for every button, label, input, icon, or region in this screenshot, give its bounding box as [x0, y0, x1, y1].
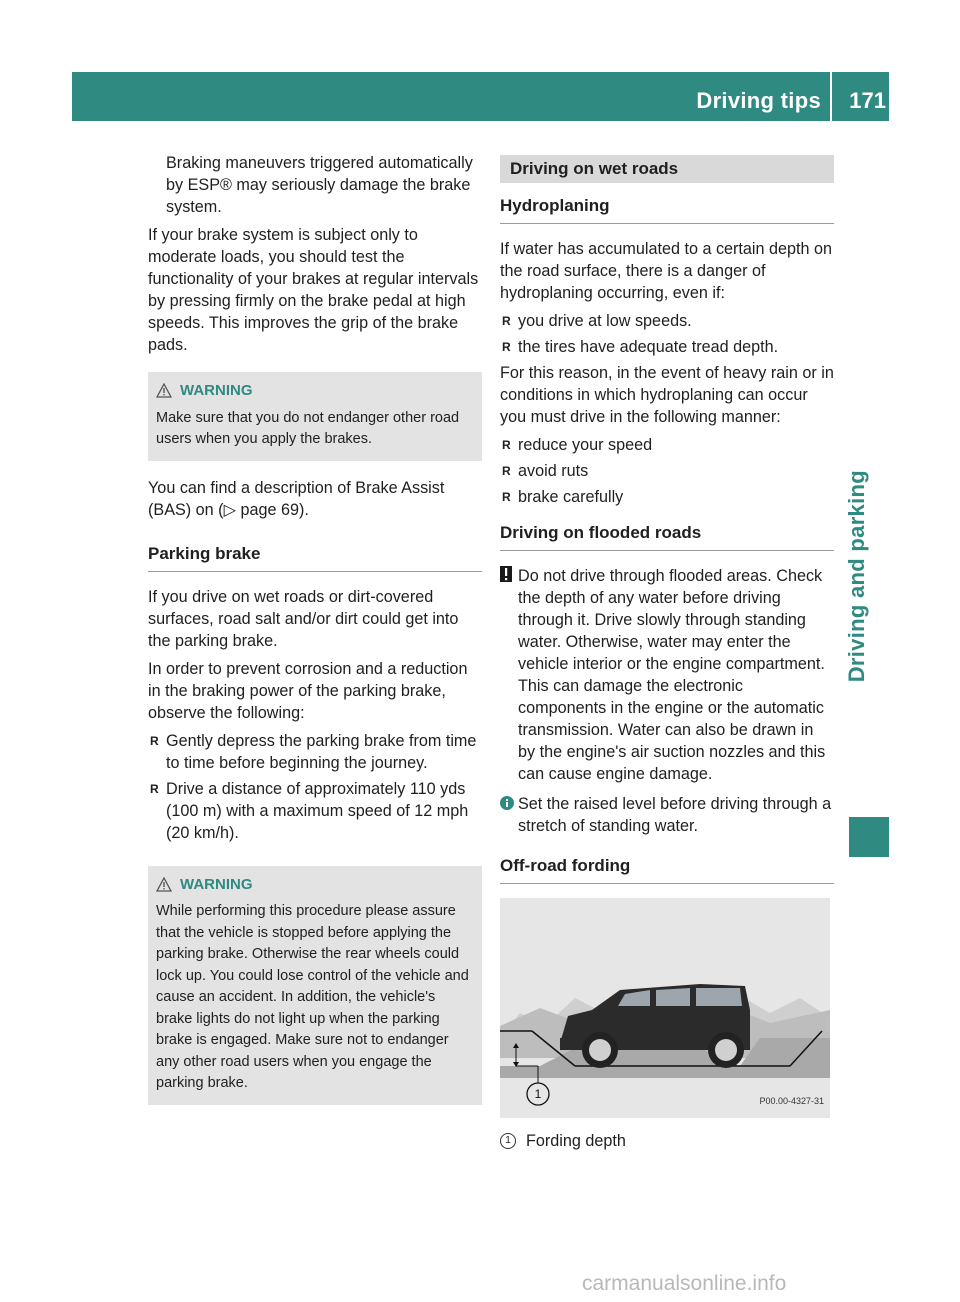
fording-illustration [500, 898, 830, 1118]
warning-text: Make sure that you do not endanger other road users when you apply the brakes. [156, 409, 460, 447]
info-icon [500, 794, 514, 816]
illustration-code: P00.00-4327-31 [759, 1096, 824, 1106]
caption-text: Fording depth [526, 1132, 626, 1150]
warning-title: WARNING [180, 382, 253, 399]
list-item: R avoid ruts [500, 460, 834, 482]
suv-fording-diagram [500, 898, 830, 1118]
flooded-roads-heading: Driving on flooded roads [500, 522, 834, 551]
caution-note [500, 565, 834, 785]
list-item: R Gently depress the parking brake from time to time before beginning the journey. [148, 730, 482, 774]
warning-title: WARNING [180, 875, 253, 893]
parking-paragraph-2: In order to prevent corrosion and a reduction in the braking power of the parking brake, observe the following: [148, 659, 468, 722]
hydroplaning-paragraph-1: If water has accumulated to a certain depth on the road surface, there is a danger of hydroplaning occurring, even if: [500, 240, 833, 302]
fording-heading: Off-road fording [500, 855, 834, 884]
watermark: carmanualsonline.info [582, 1272, 787, 1295]
info-text: Set the raised level before driving through a stretch of standing water. [518, 795, 832, 835]
warning-triangle-icon [156, 383, 172, 398]
warning-triangle-icon [156, 877, 172, 892]
page-number: 171 [849, 88, 886, 113]
warning-box-brakes [148, 372, 482, 461]
hydroplaning-heading: Hydroplaning [500, 195, 834, 224]
list-item: R brake carefully [500, 486, 834, 508]
caution-text: Do not drive through flooded areas. Check the depth of any water before driving through it. Drive slowly through standing water. Otherwise, water may enter the vehicle interior or the engine compartment. This can damage the electronic components in the engine or the automatic transmission. Water can also be drawn in by the engine's air suction nozzles and this can cause engine damage. [518, 567, 826, 783]
warning-text: While performing this procedure please assure that the vehicle is stopped before applying the parking brake. Otherwise the rear wheels could lock up. You could lose control of the vehicle and cause an accident. In addition, the vehicle's brake lights do not light up when the parking brake is engaged. Make sure not to endanger any other road users when you engage the parking brake. [156, 903, 469, 1091]
list-item: R Drive a distance of approximately 110 yds (100 m) with a maximum speed of 12 mph (20 km/h). [148, 778, 482, 844]
header-bar [72, 72, 889, 121]
illustration-caption [500, 1130, 834, 1152]
exclamation-icon [500, 566, 512, 588]
header-divider [830, 72, 832, 121]
warning-header [156, 874, 474, 896]
illustration-callout: 1 [534, 1087, 542, 1101]
warning-header [156, 380, 474, 402]
parking-brake-heading: Parking brake [148, 543, 482, 572]
chapter-tab: Driving and parking [844, 470, 869, 683]
wet-roads-heading: Driving on wet roads [500, 155, 834, 183]
warning-box-parking [148, 866, 482, 1105]
list-item: R the tires have adequate tread depth. [500, 336, 834, 358]
hydroplaning-paragraph-2: For this reason, in the event of heavy rain or in conditions in which hydroplaning can occur you must drive in the following manner: [500, 364, 834, 426]
parking-paragraph-1: If you drive on wet roads or dirt-covered surfaces, road salt and/or dirt could get into the parking brake. [148, 587, 459, 650]
brake-test-paragraph: If your brake system is subject only to moderate loads, you should test the functionality of your brakes at regular intervals by pressing firmly on the brake pedal at high speeds. This improves the grip of the brake pads. [148, 226, 479, 354]
chapter-marker [849, 817, 889, 857]
info-note [500, 793, 834, 837]
right-column [500, 155, 834, 1152]
list-item: R you drive at low speeds. [500, 310, 834, 332]
left-column [148, 152, 482, 1121]
section-title: Driving tips [696, 88, 821, 113]
bas-reference: You can find a description of Brake Assist (BAS) on (▷ page 69). [148, 478, 445, 519]
callout-number: 1 [500, 1133, 516, 1149]
esp-paragraph: Braking maneuvers triggered automatically by ESP® may seriously damage the brake system. [166, 154, 473, 216]
list-item: R reduce your speed [500, 434, 834, 456]
